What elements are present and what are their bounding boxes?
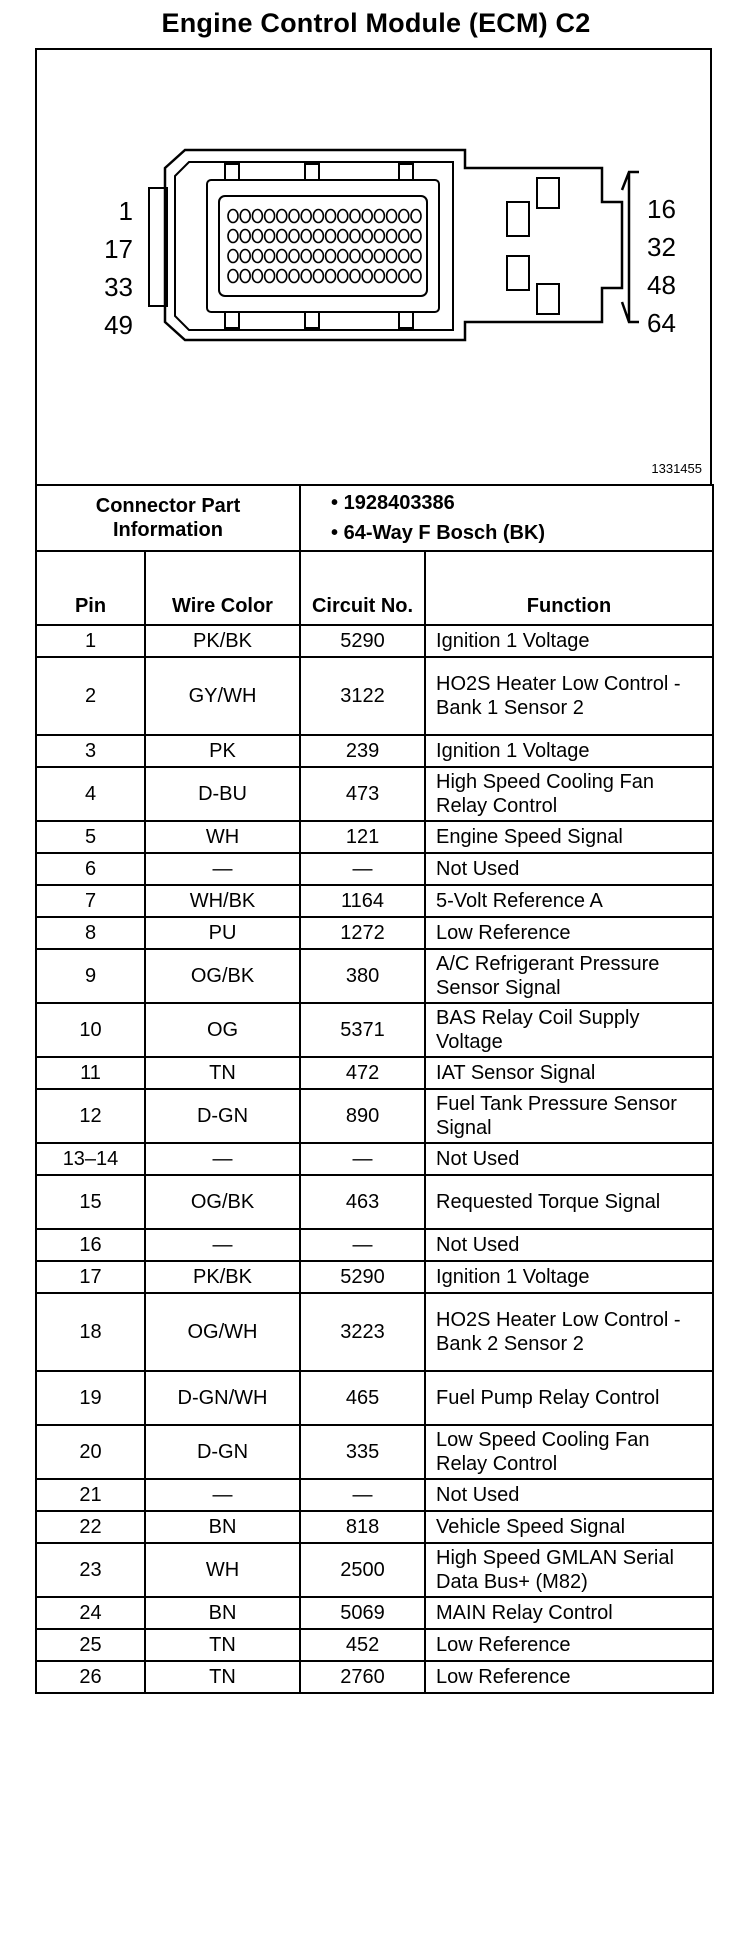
function-cell: Not Used bbox=[425, 853, 713, 885]
function-cell: HO2S Heater Low Control - Bank 2 Sensor 2 bbox=[425, 1293, 713, 1371]
pin-hole bbox=[265, 210, 275, 223]
circuit-no-cell: 472 bbox=[300, 1057, 425, 1089]
pin-hole bbox=[289, 250, 299, 263]
pin-hole bbox=[277, 250, 287, 263]
circuit-no-cell: 818 bbox=[300, 1511, 425, 1543]
pin-hole bbox=[387, 210, 397, 223]
pinout-table bbox=[35, 484, 714, 1694]
table-row bbox=[36, 1003, 713, 1057]
pin-hole bbox=[411, 270, 421, 283]
pin-cell: 15 bbox=[36, 1175, 145, 1229]
pin-hole bbox=[399, 250, 409, 263]
function-cell: Not Used bbox=[425, 1479, 713, 1511]
pin-hole bbox=[289, 270, 299, 283]
circuit-no-cell: 5371 bbox=[300, 1003, 425, 1057]
pin-hole bbox=[374, 250, 384, 263]
function-cell: Low Reference bbox=[425, 1629, 713, 1661]
connector-part-number: • 1928403386 bbox=[331, 492, 455, 514]
pin-cell: 26 bbox=[36, 1661, 145, 1693]
table-row bbox=[36, 821, 713, 853]
table-row bbox=[36, 1479, 713, 1511]
pin-hole bbox=[301, 270, 311, 283]
pin-hole bbox=[374, 230, 384, 243]
pin-cell: 10 bbox=[36, 1003, 145, 1057]
pin-cell: 9 bbox=[36, 949, 145, 1003]
table-row bbox=[36, 885, 713, 917]
pin-hole bbox=[228, 230, 238, 243]
table-row bbox=[36, 1661, 713, 1693]
wire-color-cell: PK/BK bbox=[145, 625, 300, 657]
pin-hole bbox=[252, 270, 262, 283]
pin-hole bbox=[313, 270, 323, 283]
wire-color-cell: OG bbox=[145, 1003, 300, 1057]
wire-color-cell: WH bbox=[145, 821, 300, 853]
pin-label-right-3: 48 bbox=[647, 270, 676, 300]
pin-cell: 18 bbox=[36, 1293, 145, 1371]
connector-info-values bbox=[300, 485, 713, 551]
pin-cell: 3 bbox=[36, 735, 145, 767]
pin-hole bbox=[289, 210, 299, 223]
pin-hole bbox=[350, 230, 360, 243]
wire-color-cell: PU bbox=[145, 917, 300, 949]
function-cell: Low Speed Cooling Fan Relay Control bbox=[425, 1425, 713, 1479]
table-row bbox=[36, 1089, 713, 1143]
pin-cell: 2 bbox=[36, 657, 145, 735]
table-row bbox=[36, 1597, 713, 1629]
circuit-no-cell: 335 bbox=[300, 1425, 425, 1479]
table-row bbox=[36, 1425, 713, 1479]
function-cell: Low Reference bbox=[425, 917, 713, 949]
pin-hole bbox=[374, 270, 384, 283]
pin-hole bbox=[313, 250, 323, 263]
connector-type: • 64-Way F Bosch (BK) bbox=[331, 522, 546, 544]
table-row bbox=[36, 949, 713, 1003]
function-cell: Requested Torque Signal bbox=[425, 1175, 713, 1229]
circuit-no-cell: — bbox=[300, 1229, 425, 1261]
pin-hole bbox=[387, 230, 397, 243]
pin-hole bbox=[374, 210, 384, 223]
wire-color-cell: BN bbox=[145, 1511, 300, 1543]
circuit-no-cell: 465 bbox=[300, 1371, 425, 1425]
pin-hole bbox=[338, 250, 348, 263]
wire-color-cell: GY/WH bbox=[145, 657, 300, 735]
pin-hole bbox=[338, 210, 348, 223]
function-cell: Not Used bbox=[425, 1143, 713, 1175]
circuit-no-cell: 2760 bbox=[300, 1661, 425, 1693]
pin-hole bbox=[399, 210, 409, 223]
pin-hole bbox=[399, 270, 409, 283]
pin-hole bbox=[326, 210, 336, 223]
pin-cell: 12 bbox=[36, 1089, 145, 1143]
function-cell: Ignition 1 Voltage bbox=[425, 735, 713, 767]
circuit-no-cell: 1272 bbox=[300, 917, 425, 949]
function-cell: Fuel Tank Pressure Sensor Signal bbox=[425, 1089, 713, 1143]
pin-hole bbox=[411, 250, 421, 263]
pin-hole bbox=[265, 250, 275, 263]
table-row bbox=[36, 1175, 713, 1229]
table-row bbox=[36, 735, 713, 767]
pin-cell: 13–14 bbox=[36, 1143, 145, 1175]
wire-color-cell: — bbox=[145, 853, 300, 885]
function-cell: Ignition 1 Voltage bbox=[425, 1261, 713, 1293]
pin-hole bbox=[240, 230, 250, 243]
column-header-function: Function bbox=[425, 551, 713, 625]
pin-hole bbox=[326, 270, 336, 283]
table-row bbox=[36, 767, 713, 821]
pin-hole bbox=[252, 230, 262, 243]
wire-color-cell: OG/WH bbox=[145, 1293, 300, 1371]
function-cell: A/C Refrigerant Pressure Sensor Signal bbox=[425, 949, 713, 1003]
pin-label-right-1: 16 bbox=[647, 194, 676, 224]
pin-cell: 22 bbox=[36, 1511, 145, 1543]
table-row bbox=[36, 1371, 713, 1425]
circuit-no-cell: 473 bbox=[300, 767, 425, 821]
circuit-no-cell: 452 bbox=[300, 1629, 425, 1661]
circuit-no-cell: 463 bbox=[300, 1175, 425, 1229]
pin-hole bbox=[387, 250, 397, 263]
table-row bbox=[36, 1229, 713, 1261]
wire-color-cell: OG/BK bbox=[145, 949, 300, 1003]
wire-color-cell: PK bbox=[145, 735, 300, 767]
function-cell: 5-Volt Reference A bbox=[425, 885, 713, 917]
circuit-no-cell: 121 bbox=[300, 821, 425, 853]
circuit-no-cell: 2500 bbox=[300, 1543, 425, 1597]
column-header-pin: Pin bbox=[36, 551, 145, 625]
pin-hole bbox=[362, 270, 372, 283]
table-row bbox=[36, 1629, 713, 1661]
wire-color-cell: — bbox=[145, 1479, 300, 1511]
wire-color-cell: — bbox=[145, 1143, 300, 1175]
pin-hole bbox=[265, 230, 275, 243]
pin-label-left-4: 49 bbox=[104, 310, 133, 340]
circuit-no-cell: 5069 bbox=[300, 1597, 425, 1629]
pin-cell: 19 bbox=[36, 1371, 145, 1425]
table-row bbox=[36, 1261, 713, 1293]
pin-cell: 8 bbox=[36, 917, 145, 949]
pin-cell: 17 bbox=[36, 1261, 145, 1293]
table-row bbox=[36, 1143, 713, 1175]
pin-hole bbox=[350, 250, 360, 263]
pin-hole bbox=[350, 210, 360, 223]
pin-hole bbox=[277, 270, 287, 283]
wire-color-cell: WH/BK bbox=[145, 885, 300, 917]
wire-color-cell: D-GN bbox=[145, 1089, 300, 1143]
figure-id: 1331455 bbox=[651, 461, 702, 476]
pin-hole bbox=[301, 230, 311, 243]
circuit-no-cell: — bbox=[300, 1143, 425, 1175]
connector-diagram bbox=[35, 48, 712, 486]
pin-hole bbox=[326, 230, 336, 243]
table-row bbox=[36, 1543, 713, 1597]
pin-hole bbox=[313, 210, 323, 223]
wire-color-cell: BN bbox=[145, 1597, 300, 1629]
table-row bbox=[36, 1511, 713, 1543]
function-cell: High Speed Cooling Fan Relay Control bbox=[425, 767, 713, 821]
table-row bbox=[36, 657, 713, 735]
pin-hole bbox=[411, 210, 421, 223]
circuit-no-cell: 3122 bbox=[300, 657, 425, 735]
circuit-no-cell: — bbox=[300, 1479, 425, 1511]
wire-color-cell: TN bbox=[145, 1057, 300, 1089]
pin-hole bbox=[228, 250, 238, 263]
pin-cell: 23 bbox=[36, 1543, 145, 1597]
pin-label-right-2: 32 bbox=[647, 232, 676, 262]
wire-color-cell: OG/BK bbox=[145, 1175, 300, 1229]
pin-cell: 5 bbox=[36, 821, 145, 853]
pin-hole bbox=[289, 230, 299, 243]
pin-cell: 4 bbox=[36, 767, 145, 821]
table-row bbox=[36, 853, 713, 885]
pin-label-left-2: 17 bbox=[104, 234, 133, 264]
table-row bbox=[36, 1293, 713, 1371]
function-cell: Ignition 1 Voltage bbox=[425, 625, 713, 657]
pin-cell: 11 bbox=[36, 1057, 145, 1089]
pin-cell: 6 bbox=[36, 853, 145, 885]
circuit-no-cell: 5290 bbox=[300, 1261, 425, 1293]
wire-color-cell: D-GN/WH bbox=[145, 1371, 300, 1425]
pin-hole bbox=[228, 210, 238, 223]
circuit-no-cell: 1164 bbox=[300, 885, 425, 917]
connector-drawing bbox=[37, 50, 710, 484]
pin-hole bbox=[350, 270, 360, 283]
pin-hole bbox=[313, 230, 323, 243]
pin-hole bbox=[240, 250, 250, 263]
pin-hole bbox=[399, 230, 409, 243]
pin-hole bbox=[228, 270, 238, 283]
pin-hole bbox=[277, 210, 287, 223]
function-cell: Vehicle Speed Signal bbox=[425, 1511, 713, 1543]
table-row bbox=[36, 625, 713, 657]
pin-cell: 25 bbox=[36, 1629, 145, 1661]
pin-hole bbox=[240, 270, 250, 283]
pin-hole bbox=[338, 230, 348, 243]
pin-cell: 21 bbox=[36, 1479, 145, 1511]
function-cell: IAT Sensor Signal bbox=[425, 1057, 713, 1089]
function-cell: Low Reference bbox=[425, 1661, 713, 1693]
function-cell: Not Used bbox=[425, 1229, 713, 1261]
pin-label-left-3: 33 bbox=[104, 272, 133, 302]
function-cell: High Speed GMLAN Serial Data Bus+ (M82) bbox=[425, 1543, 713, 1597]
column-header-wire-color: Wire Color bbox=[145, 551, 300, 625]
pin-hole bbox=[240, 210, 250, 223]
page-title: Engine Control Module (ECM) C2 bbox=[161, 8, 591, 38]
function-cell: BAS Relay Coil Supply Voltage bbox=[425, 1003, 713, 1057]
circuit-no-cell: 3223 bbox=[300, 1293, 425, 1371]
pin-hole bbox=[362, 250, 372, 263]
pin-hole bbox=[387, 270, 397, 283]
pin-hole bbox=[362, 230, 372, 243]
pin-cell: 1 bbox=[36, 625, 145, 657]
pin-hole bbox=[362, 210, 372, 223]
function-cell: Engine Speed Signal bbox=[425, 821, 713, 853]
pin-hole bbox=[301, 250, 311, 263]
wire-color-cell: — bbox=[145, 1229, 300, 1261]
column-header-row bbox=[36, 551, 713, 625]
function-cell: HO2S Heater Low Control - Bank 1 Sensor 2 bbox=[425, 657, 713, 735]
pin-label-right-4: 64 bbox=[647, 308, 676, 338]
circuit-no-cell: 890 bbox=[300, 1089, 425, 1143]
circuit-no-cell: — bbox=[300, 853, 425, 885]
column-header-circuit-no: Circuit No. bbox=[300, 551, 425, 625]
circuit-no-cell: 5290 bbox=[300, 625, 425, 657]
circuit-no-cell: 380 bbox=[300, 949, 425, 1003]
pin-hole bbox=[277, 230, 287, 243]
pin-hole bbox=[301, 210, 311, 223]
pin-cell: 7 bbox=[36, 885, 145, 917]
function-cell: Fuel Pump Relay Control bbox=[425, 1371, 713, 1425]
connector-info-label: Connector Part Information bbox=[36, 485, 300, 551]
pin-cell: 16 bbox=[36, 1229, 145, 1261]
wire-color-cell: D-GN bbox=[145, 1425, 300, 1479]
pin-hole bbox=[326, 250, 336, 263]
table-row bbox=[36, 917, 713, 949]
circuit-no-cell: 239 bbox=[300, 735, 425, 767]
pin-hole bbox=[252, 210, 262, 223]
table-row bbox=[36, 1057, 713, 1089]
pin-label-left-1: 1 bbox=[118, 196, 133, 226]
wire-color-cell: WH bbox=[145, 1543, 300, 1597]
function-cell: MAIN Relay Control bbox=[425, 1597, 713, 1629]
pin-hole bbox=[338, 270, 348, 283]
wire-color-cell: D-BU bbox=[145, 767, 300, 821]
pin-cell: 24 bbox=[36, 1597, 145, 1629]
pin-cell: 20 bbox=[36, 1425, 145, 1479]
pin-hole bbox=[265, 270, 275, 283]
wire-color-cell: TN bbox=[145, 1661, 300, 1693]
pin-hole bbox=[252, 250, 262, 263]
wire-color-cell: PK/BK bbox=[145, 1261, 300, 1293]
connector-info-row bbox=[36, 485, 713, 551]
pin-hole bbox=[411, 230, 421, 243]
wire-color-cell: TN bbox=[145, 1629, 300, 1661]
